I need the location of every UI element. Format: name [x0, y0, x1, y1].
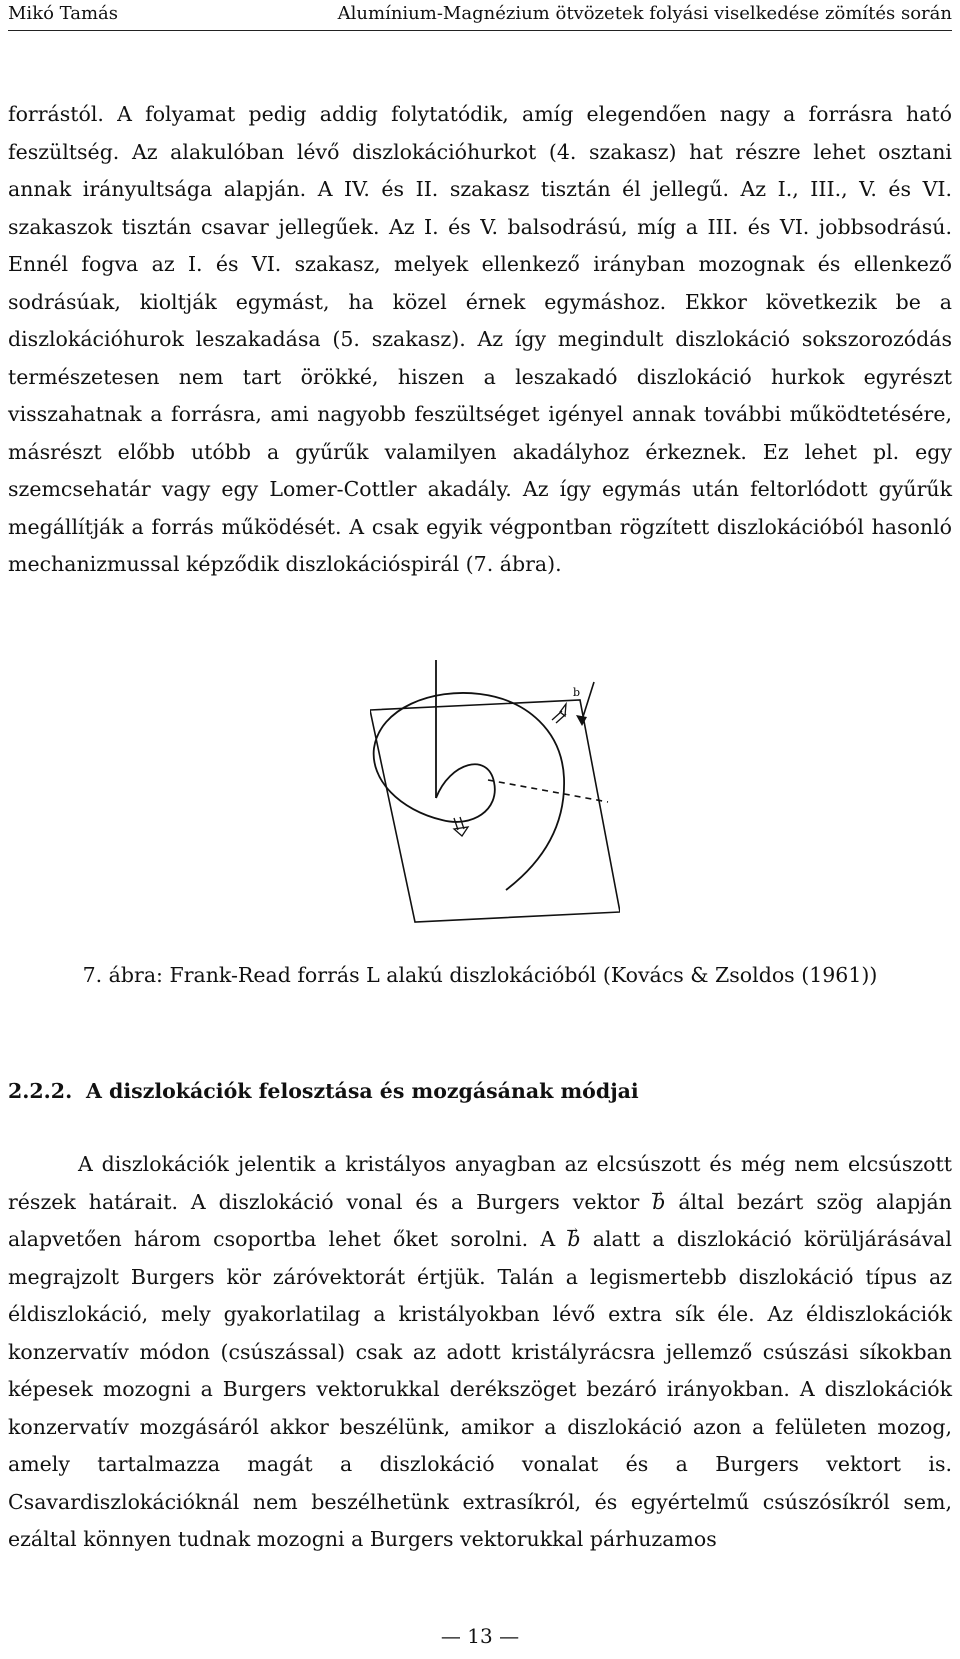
header-author: Mikó Tamás: [8, 3, 119, 24]
motion-arrow-upper: [552, 704, 566, 723]
figure-caption: 7. ábra: Frank-Read forrás L alakú diszlokációból (Kovács & Zsoldos (1961)): [82, 963, 878, 987]
paragraph2-part3: alatt a diszlokáció körüljárásával megrajzolt Burgers kör záróvektorát értjük. Talán a legismertebb diszlokáció típus az éldiszlokáció, mely gyakorlatilag a kristályokban lévő extra sík éle. Az éldiszlokációk konzervatív módon (csúszással) csak az adott kristályrácsra jellemző csúszási síkokban képesek mozogni a Burgers vektorukkal derékszöget bezáró irányokban. A diszlokációk konzervatív mozgásáról akkor beszélünk, amikor a diszlokáció azon a felületen mozog, amely tartalmazza magát a diszlokáció vonalat és a Burgers vektort is. Csavardiszlokációknál nem beszélhetünk extrasíkról, és egyértelmű csúszósíkról sem, ezáltal könnyen tudnak mozogni a Burgers vektorukkal párhuzamos: [8, 1227, 952, 1551]
section-title: A diszlokációk felosztása és mozgásának módjai: [86, 1079, 639, 1103]
header-title: Alumínium-Magnézium ötvözetek folyási viselkedése zömítés során: [337, 3, 952, 24]
burgers-vector-line: [582, 682, 594, 720]
body-paragraph-1: forrástól. A folyamat pedig addig folytatódik, amíg elegendően nagy a forrásra ható feszültség. Az alakulóban lévő diszlokációhurkot (4. szakasz) hat részre lehet osztani annak irányultsága alapján. A IV. és II. szakasz tisztán él jellegű. Az I., III., V. és VI. szakaszok tisztán csavar jellegűek. Az I. és V. balsodrású, míg a III. és VI. jobbsodrású. Ennél fogva az I. és VI. szakasz, melyek ellenkező irányban mozognak és ellenkező sodrásúak, kioltják egymást, ha közel érnek egymáshoz. Ekkor következik be a diszlokációhurok leszakadása (5. szakasz). Az így megindult diszlokáció sokszorozódás természetesen nem tart örökké, hiszen a leszakadó diszlokáció hurkok egyrészt visszahatnak a forrásra, ami nagyobb feszültséget igényel annak további működtetésére, másrészt előbb utóbb a gyűrűk valamilyen akadályhoz érkeznek. Ez lehet pl. egy szemcsehatár vagy egy Lomer-Cottler akadály. Az így egymás után feltorlódott gyűrűk megállítják a forrás működését. A csak egyik végpontban rögzített diszlokációból hasonló mechanizmussal képződik diszlokációspirál (7. ábra).: [8, 102, 952, 576]
motion-arrow-lower: [454, 817, 468, 836]
dashed-line: [488, 780, 608, 802]
paragraph2-part2: által bezárt szög alapján alapvetően három csoportba lehet őket sorolni. A: [8, 1189, 952, 1251]
figure-frank-read-source: [370, 660, 620, 960]
burgers-vector-label: b: [573, 686, 581, 699]
slip-plane: [370, 700, 620, 922]
section-number: 2.2.2.: [8, 1079, 73, 1103]
page-number: — 13 —: [440, 1624, 520, 1648]
page-header: [8, 0, 952, 31]
paragraph2-part1: A diszlokációk jelentik a kristályos anyagban az elcsúszott és még nem elcsúszott részek határait. A diszlokáció vonal és a Burgers vektor: [8, 1152, 952, 1214]
body-paragraph-2: [8, 1146, 952, 1559]
burgers-vector-symbol: → b: [652, 1190, 665, 1214]
burgers-vector-symbol-2: → b: [567, 1227, 580, 1251]
section-heading: [8, 1076, 639, 1106]
spiral-diagram: [370, 660, 620, 960]
